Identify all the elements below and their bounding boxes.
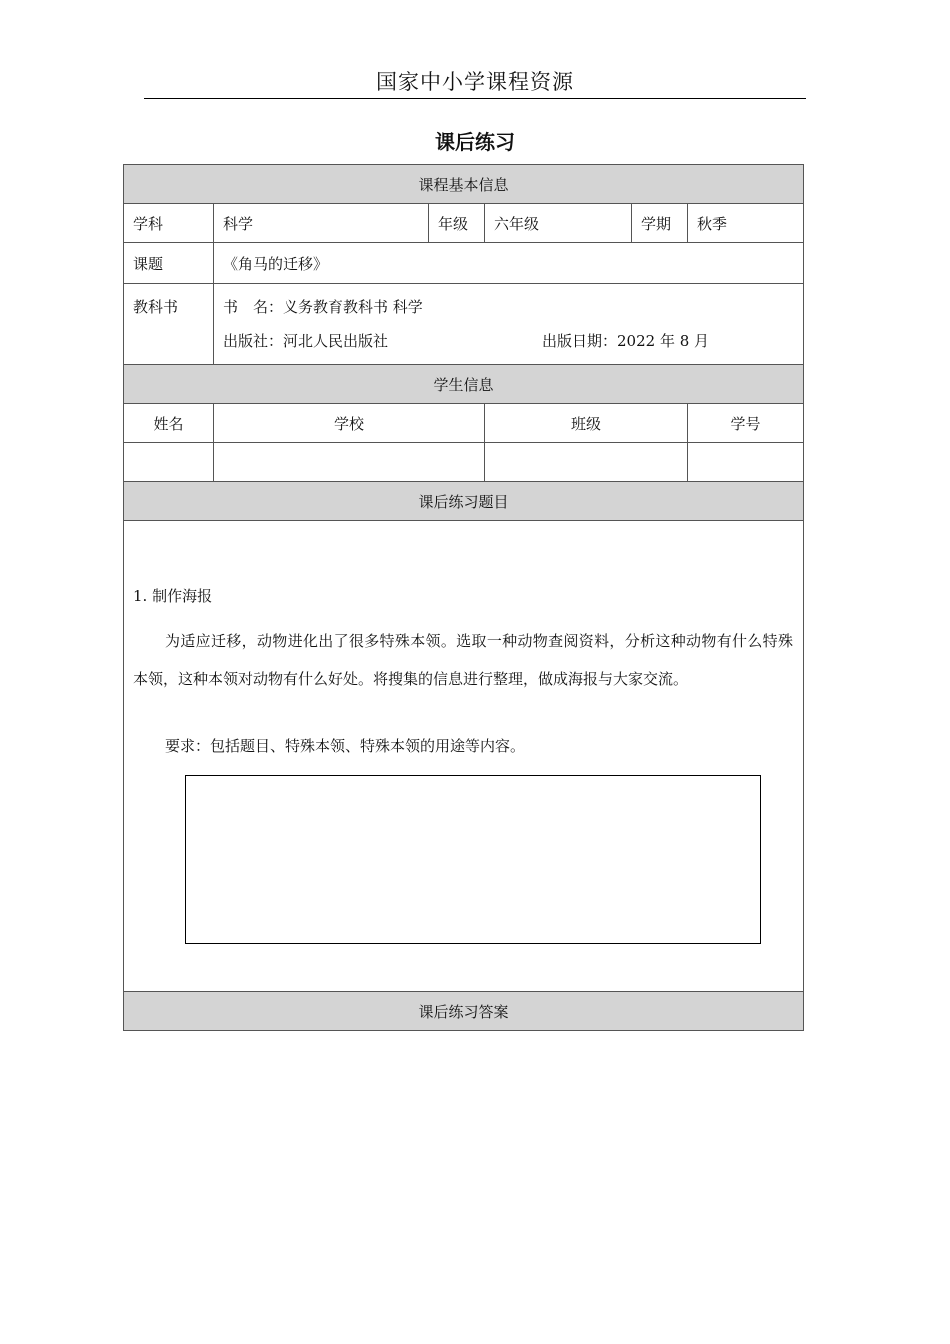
site-title: 国家中小学课程资源	[376, 70, 574, 94]
publisher: 出版社：河北人民出版社	[223, 332, 389, 350]
answer-header: 课后练习答案	[124, 992, 804, 1031]
student-school-header: 学校	[214, 404, 485, 443]
worksheet-table	[123, 164, 804, 1031]
question-text: 为适应迁移，动物进化出了很多特殊本领。选取一种动物查阅资料，分析这种动物有什么特殊本领，这种本领对动物有什么好处。将搜集的信息进行整理，做成海报与大家交流。	[133, 632, 793, 688]
student-id-header: 学号	[688, 404, 804, 443]
student-info-header: 学生信息	[124, 365, 804, 404]
document-title: 课后练习	[435, 130, 515, 154]
publisher-line	[223, 324, 794, 358]
exercise-header: 课后练习题目	[124, 482, 804, 521]
question-title: 1. 制作海报	[133, 587, 213, 605]
student-name-header: 姓名	[124, 404, 214, 443]
topic-label: 课题	[124, 243, 214, 284]
term-label: 学期	[632, 204, 688, 243]
textbook-info	[214, 284, 804, 365]
student-name-field[interactable]	[124, 443, 214, 482]
question-requirement: 要求：包括题目、特殊本领、特殊本领的用途等内容。	[165, 737, 526, 755]
header-divider	[144, 98, 806, 99]
student-class-field[interactable]	[485, 443, 688, 482]
student-id-field[interactable]	[688, 443, 804, 482]
textbook-label	[124, 284, 214, 365]
publish-date: 出版日期：2022 年 8 月	[542, 332, 710, 350]
student-class-header: 班级	[485, 404, 688, 443]
poster-answer-box[interactable]	[185, 775, 761, 944]
student-school-field[interactable]	[214, 443, 485, 482]
grade-label: 年级	[429, 204, 485, 243]
textbook-label-text: 教科书	[133, 298, 179, 316]
exercise-content	[124, 521, 804, 992]
subject-label: 学科	[124, 204, 214, 243]
grade-value: 六年级	[485, 204, 632, 243]
term-value: 秋季	[688, 204, 804, 243]
topic-value: 《角马的迁移》	[214, 243, 804, 284]
book-name: 书 名：义务教育教科书 科学	[223, 298, 423, 316]
course-info-header: 课程基本信息	[124, 165, 804, 204]
subject-value: 科学	[214, 204, 429, 243]
